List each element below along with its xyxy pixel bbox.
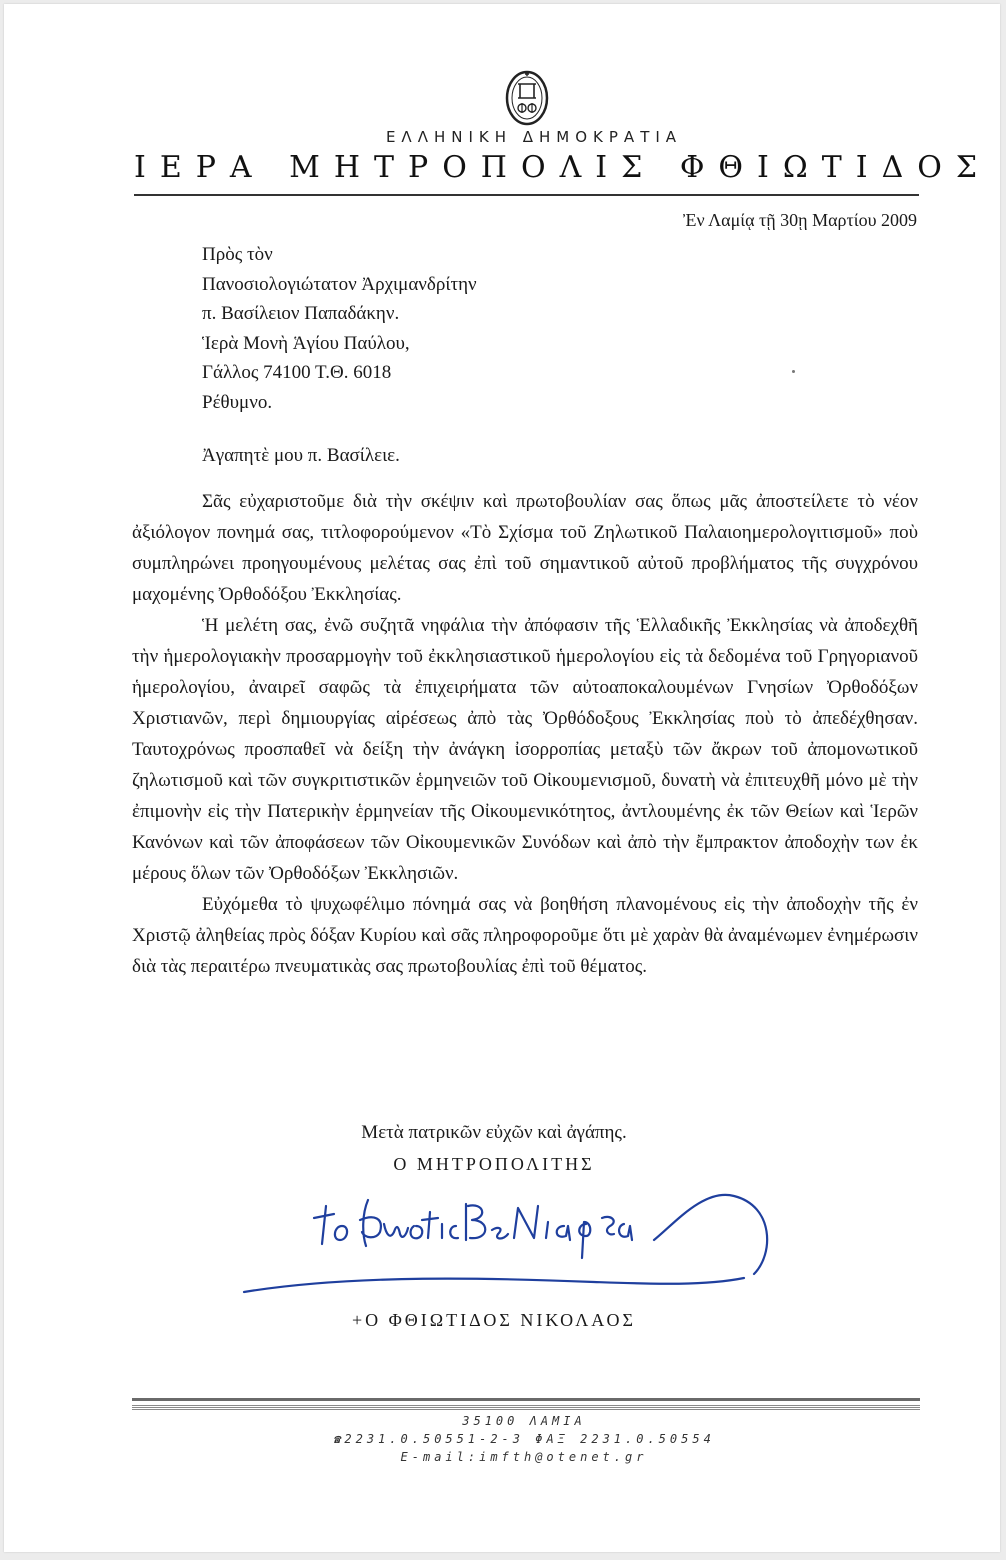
footer-contact xyxy=(254,1412,794,1466)
address-line: Πρὸς τὸν xyxy=(202,244,273,265)
address-line: Ρέθυμνο. xyxy=(202,391,273,413)
address-line: Ἱερὰ Μονὴ Ἁγίου Παύλου, xyxy=(202,332,410,354)
signature-title: Ο ΜΗΤΡΟΠΟΛΙΤΗΣ xyxy=(393,1154,595,1174)
footer-divider-hatched xyxy=(132,1404,920,1410)
letter-date: Ἐν Λαμίᾳ τῇ 30ῃ Μαρτίου 2009 xyxy=(683,210,917,230)
salutation: Ἀγαπητὲ μου π. Βασίλειε. xyxy=(202,445,400,466)
footer-divider xyxy=(132,1398,920,1401)
address-line: Πανοσιολογιώτατον Ἀρχιμανδρίτην xyxy=(202,273,477,295)
signer-name: +Ο ΦΘΙΩΤΙΔΟΣ ΝΙΚΟΛΑΟΣ xyxy=(351,1310,637,1330)
letterhead-title: ΙΕΡΑ ΜΗΤΡΟΠΟΛΙΣ ΦΘΙΩΤΙΔΟΣ xyxy=(134,150,992,185)
recipient-address xyxy=(202,240,762,417)
letterhead-divider xyxy=(134,194,919,196)
handwritten-signature xyxy=(234,1174,794,1304)
footer-city: 35100 ΛΑΜΙΑ xyxy=(462,1414,586,1428)
address-line: π. Βασίλειον Παπαδάκην. xyxy=(202,303,400,324)
footer-phone-fax: ☎2231.0.50551-2-3 ΦΑΞ 2231.0.50554 xyxy=(333,1432,715,1446)
closing-line: Μετὰ πατρικῶν εὐχῶν καὶ ἀγάπης. xyxy=(361,1122,627,1143)
body-paragraph: Σᾶς εὐχαριστοῦμε διὰ τὴν σκέψιν καὶ πρωτοβουλίαν σας ὅπως μᾶς ἀποστείλετε τὸ νέον ἀξιόλογον πονημά σας, τιτλοφορούμενον «Τὸ Σχίσμα τοῦ Ζηλωτικοῦ Παλαιοημερολογιτισμοῦ» ποὺ συμπληρώνει προηγουμένους μελέτας σας ἐπὶ τοῦ σημαντικοῦ αὐτοῦ προβλήματος τῆς συγχρόνου μαχομένης Ὀρθοδόξου Ἐκκλησίας. xyxy=(132,491,918,605)
body-paragraph: Ἡ μελέτη σας, ἐνῶ συζητᾶ νηφάλια τὴν ἀπόφασιν τῆς Ἑλλαδικῆς Ἐκκλησίας νὰ ἀποδεχθῆ τὴν ἡμερολογιακὴν προσαρμογὴν τοῦ ἐκκλησιαστικοῦ ἡμερολογίου εἰς τὰ δεδομένα τοῦ Γρηγοριανοῦ ἡμερολογίου, ἀναιρεῖ σαφῶς τὰ ἐπιχειρήματα τῶν αὐτοαποκαλουμένων Γνησίων Ὀρθοδόξων Χριστιανῶν, περὶ δημιουργίας αἱρέσεως ἀπὸ τὰς Ὀρθόδοξους Ἐκκλησίας ποὺ τὸ ἀπεδέχθησαν. Ταυτοχρόνως προσπαθεῖ νὰ δείξη τὴν ἀνάγκη ἰσορροπίας μεταξὺ τῶν ἄκρων τοῦ ἀπομονωτικοῦ ζηλωτισμοῦ καὶ τῶν συγκριτιστικῶν ἑρμηνειῶν τοῦ Οἰκουμενισμοῦ, δυνατὴ νὰ ἐπιτευχθῆ μόνο μὲ τὴν ἐπιμονὴν εἰς τὴν Πατερικὴν ἑρμηνείαν τῆς Οἰκουμενικότητος, ἀντλουμένης ἐκ τῶν Θείων καὶ Ἱερῶν Κανόνων καὶ τῶν ἀποφάσεων τῶν Οἰκουμενικῶν Συνόδων καὶ ἀπὸ τὴν ἔμπρακτον ἀποδοχὴν των ἐκ μέρους ὅλων τῶν Ὀρθοδόξων Ἐκκλησιῶν. xyxy=(132,615,918,884)
letter-page xyxy=(4,4,1000,1552)
letterhead-state: ΕΛΛΗΝΙΚΗ ΔΗΜΟΚΡΑΤΙΑ xyxy=(385,128,683,146)
scan-speck xyxy=(792,370,795,373)
letter-body xyxy=(132,486,918,982)
metropolis-seal-icon xyxy=(504,68,550,128)
body-paragraph: Εὐχόμεθα τὸ ψυχωφέλιμο πόνημά σας νὰ βοηθήση πλανομένους εἰς τὴν ἀποδοχὴν τῆς ἐν Χριστῷ ἀληθείας πρὸς δόξαν Κυρίου καὶ σᾶς πληροφοροῦμε ὅτι μὲ χαρὰν θὰ ἀναμένωμεν ἐνημέρωσιν διὰ τὰς περαιτέρω πνευματικὰς σας πρωτοβουλίας ἐπὶ τοῦ θέματος. xyxy=(132,894,918,977)
footer-email: E-mail:imfth@otenet.gr xyxy=(400,1450,648,1464)
address-line: Γάλλος 74100 Τ.Θ. 6018 xyxy=(202,362,392,383)
